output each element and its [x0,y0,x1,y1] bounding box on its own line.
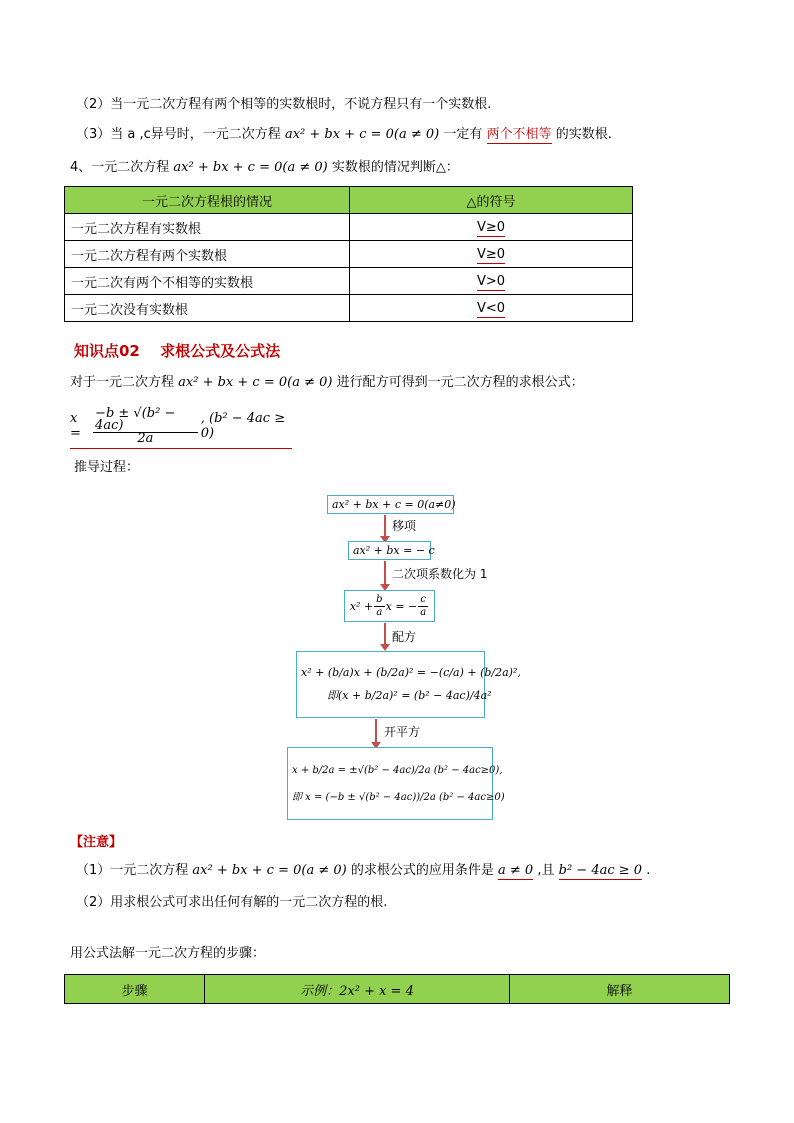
flow-step-3-den: a [376,606,383,618]
flow-step-3-den: a [420,606,427,618]
formula-numerator: −b ± √(b² − 4ac) [93,408,198,433]
flow-step-5 [287,747,505,820]
formula-lhs: x = [70,411,81,441]
condition-discriminant: b² − 4ac ≥ 0 [558,863,643,878]
steps-table-header [65,975,730,1004]
item-4-equation: ax² + bx + c = 0(a ≠ 0) [173,160,328,175]
attention-note-1-equation: ax² + bx + c = 0(a ≠ 0) [192,863,347,878]
flow-step-3-part: x = − [385,599,418,613]
header-cell [205,975,510,1004]
flow-label-2: 二次项系数化为 1 [392,567,488,581]
attention-note-1-end: . [646,863,651,878]
table-row [65,268,633,295]
attention-note-1-prefix: （1）一元二次方程 [76,863,189,878]
flow-step-2-text: ax² + bx = − c [353,544,435,557]
quadratic-formula [70,404,292,449]
flow-label-1: 移项 [392,519,417,533]
flow-step-3-fraction [418,594,428,619]
flow-step-5-line-2: 即 x = (−b ± √(b² − 4ac))/2a (b² − 4ac≥0) [292,791,505,803]
flow-step-3-fraction [374,594,384,619]
attention-title: 【注意】 [70,835,123,850]
flow-arrow [375,719,377,743]
delta-sign: V>0 [476,273,506,289]
attention-note-2: （2）用求根公式可求出任何有解的一元二次方程的根. [76,895,388,910]
delta-sign: V≥0 [476,246,506,262]
delta-sign: V<0 [476,300,506,316]
header-cell: △的符号 [350,187,633,214]
formula-condition: , (b² − 4ac ≥ 0) [200,411,286,441]
flow-step-4 [296,651,521,718]
section-title: 知识点02 求根公式及公式法 [74,342,281,360]
item-4-prefix: 4、一元二次方程 [70,160,170,175]
table-cell: 一元二次方程有实数根 [65,214,350,241]
header-cell: 一元二次方程根的情况 [65,187,350,214]
note-3-highlight: 两个不相等 [486,127,552,142]
flow-step-1 [327,495,454,514]
note-3-suffix: 的实数根. [555,127,612,142]
flow-step-4-line-2: 即(x + b/2a)² = (b² − 4ac)/4a² [327,689,492,702]
table-cell: 一元二次方程有两个实数根 [65,241,350,268]
formula-fraction [93,405,198,446]
header-example: 示例：2x² + x = 4 [300,983,414,999]
formula-intro-equation: ax² + bx + c = 0(a ≠ 0) [178,375,333,390]
flow-label-3: 配方 [392,630,417,644]
flow-arrow [384,561,386,585]
table-cell: 一元二次没有实数根 [65,295,350,322]
flow-arrow [384,515,386,537]
flow-step-4-line-1: x² + (b/a)x + (b/2a)² = −(c/a) + (b/2a)², [301,666,521,679]
flow-step-3-num: b [376,593,383,605]
root-sign-table [64,186,633,322]
flow-step-3-num: c [420,593,426,605]
steps-table [64,974,730,1004]
table-cell [350,295,633,322]
attention-note-1-and: ,且 [537,863,555,878]
header-cell: 解释 [510,975,730,1004]
table-row [65,214,633,241]
note-3-prefix: （3）当 a ,c异号时，一元二次方程 [76,127,281,142]
derivation-label: 推导过程： [74,460,140,475]
flow-label-4: 开平方 [384,725,421,739]
flow-step-1-text: ax² + bx + c = 0(a≠0) [332,498,456,511]
item-4-suffix: 实数根的情况判断△： [331,160,459,175]
formula-intro-suffix: 进行配方可得到一元二次方程的求根公式： [336,375,584,390]
header-cell: 步骤 [65,975,205,1004]
delta-sign: V≥0 [476,219,506,235]
formula-intro-prefix: 对于一元二次方程 [70,375,175,390]
note-3-mid: 一定有 [443,127,483,142]
flow-step-5-line-1: x + b/2a = ±√(b² − 4ac)/2a (b² − 4ac≥0), [292,764,503,776]
attention-note-1 [76,862,650,880]
table-row [65,241,633,268]
flow-step-2 [348,541,435,560]
formula-intro [70,374,584,392]
table-row [65,295,633,322]
attention-note-1-mid: 的求根公式的应用条件是 [350,863,494,878]
table-cell: 一元二次有两个不相等的实数根 [65,268,350,295]
flow-step-3-part: x² + [349,599,374,613]
condition-a-nonzero: a ≠ 0 [498,863,534,878]
formula-denominator: 2a [137,430,154,446]
table-cell [350,214,633,241]
note-2: （2）当一元二次方程有两个相等的实数根时，不说方程只有一个实数根. [76,97,492,112]
flow-step-3 [344,590,435,622]
table-cell [350,241,633,268]
note-3-equation: ax² + bx + c = 0(a ≠ 0) [284,127,440,142]
flow-arrow [384,623,386,645]
item-4 [70,159,459,177]
steps-intro: 用公式法解一元二次方程的步骤： [70,946,266,961]
table-cell [350,268,633,295]
root-sign-table-header [65,187,633,214]
note-3 [76,126,612,144]
